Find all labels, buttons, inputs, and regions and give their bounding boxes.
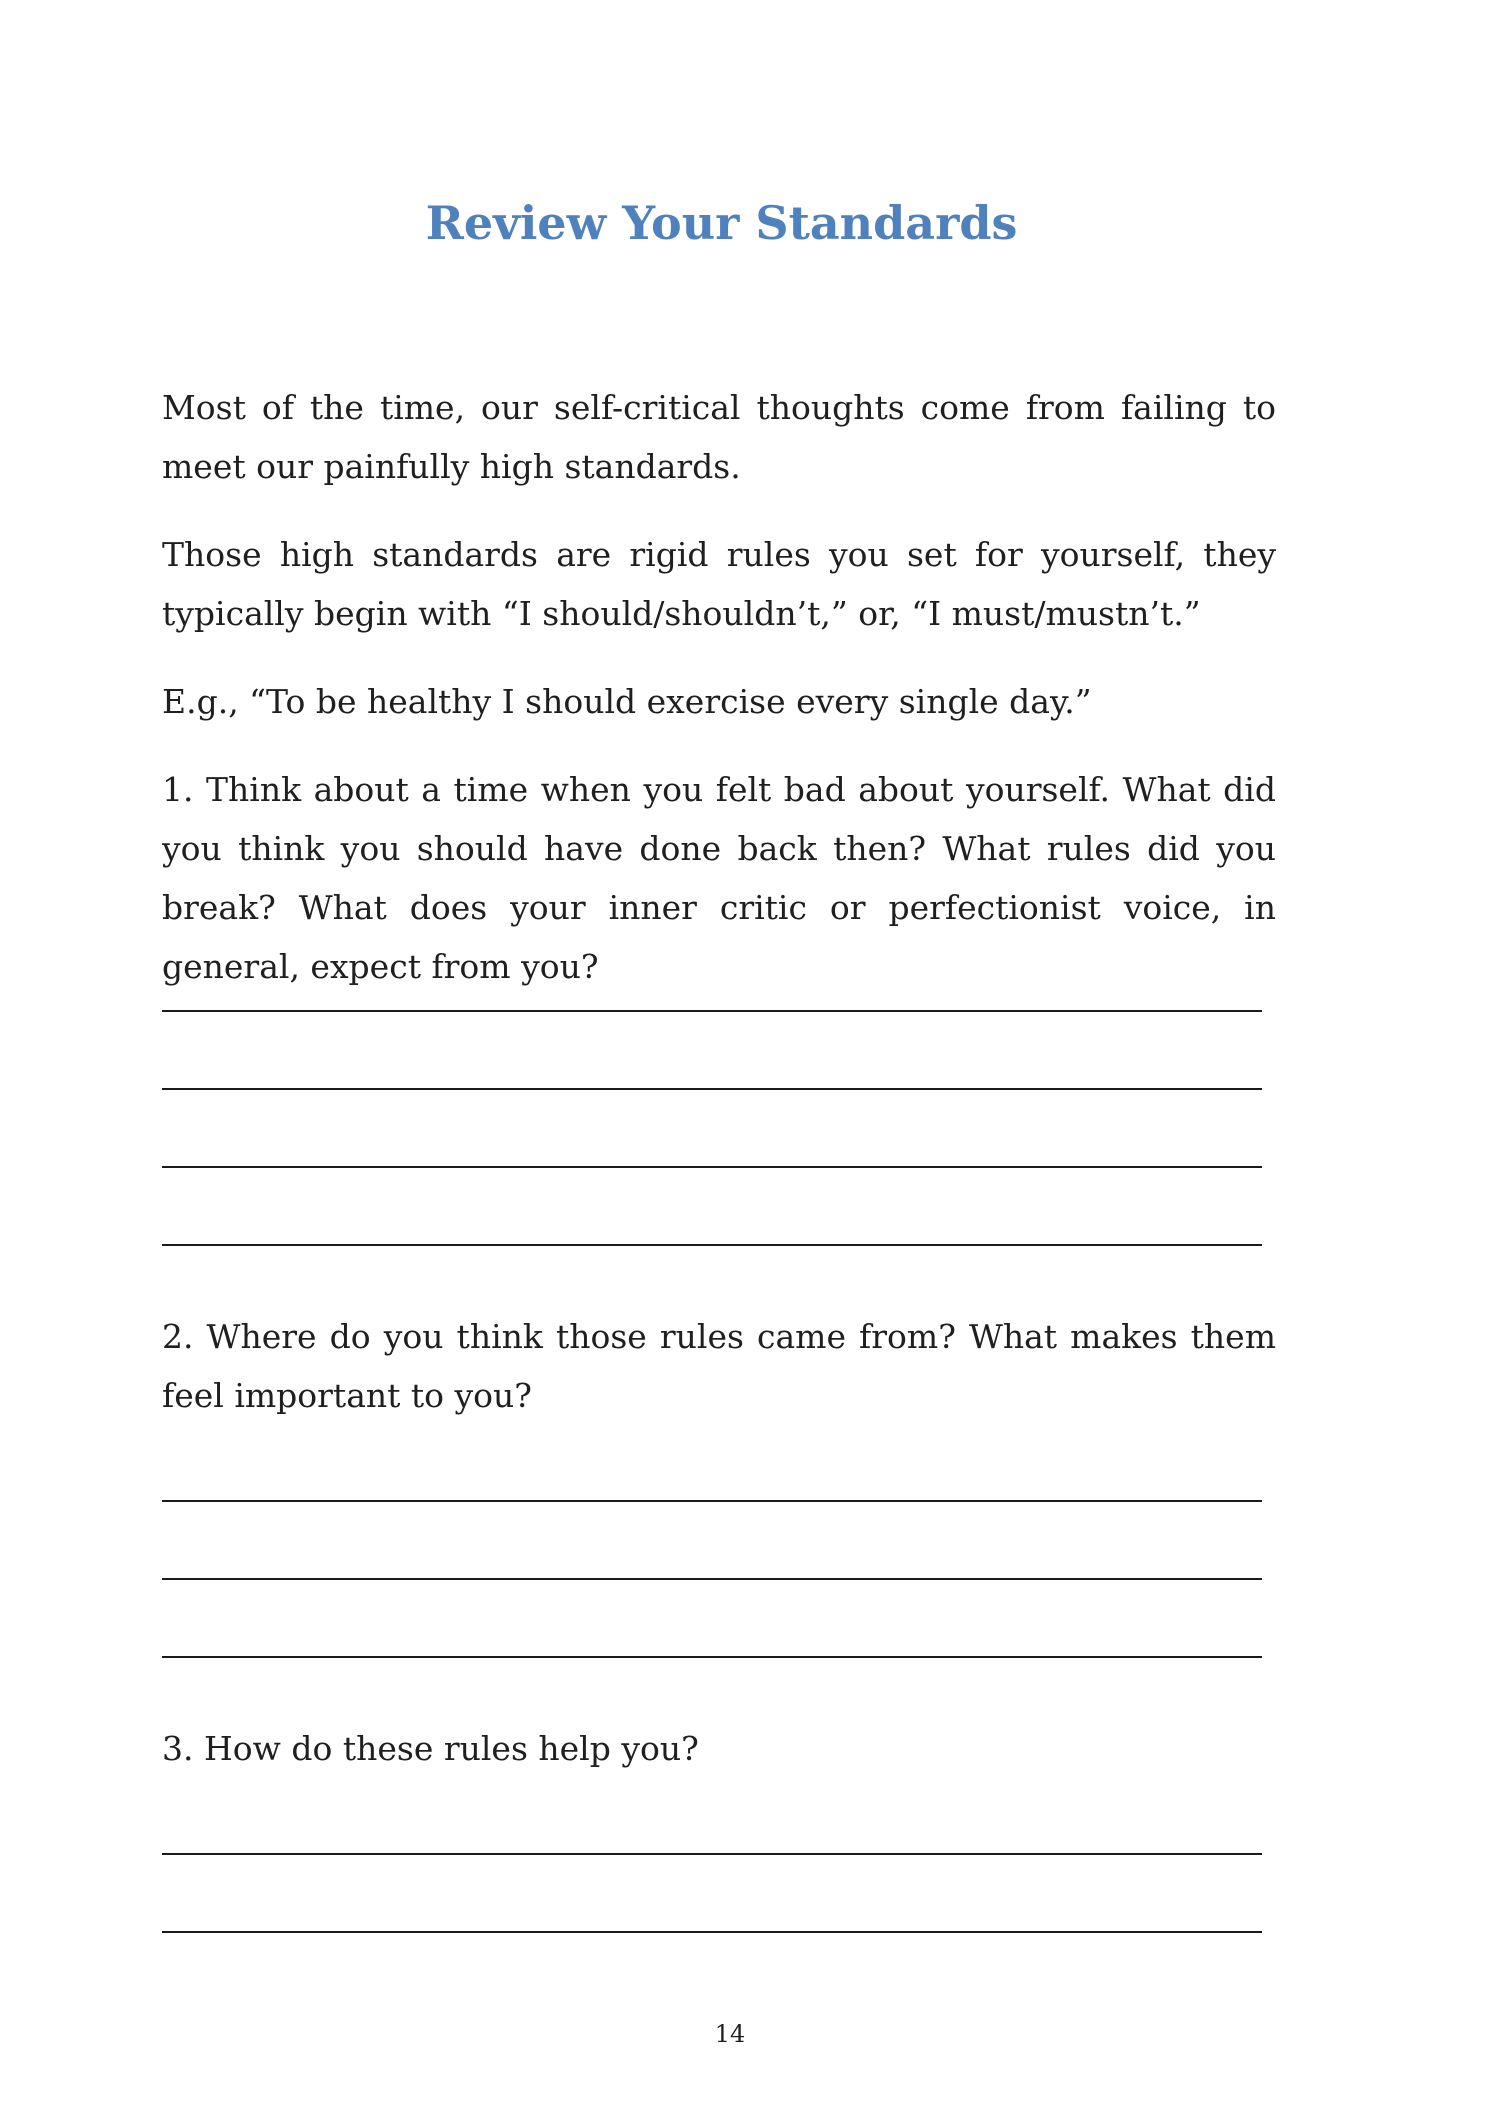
answer-line[interactable] [162,1166,1262,1168]
standards-paragraph: Those high standards are rigid rules you set for yourself, they typically begin with “I should/shouldn’t,” or, “I must/mustn’t.” [162,535,1276,633]
answer-line[interactable] [162,1010,1262,1012]
answer-line[interactable] [162,1931,1262,1933]
intro-paragraph: Most of the time, our self-critical thoughts come from failing to meet our painfully high standards. [162,388,1276,486]
question-1: 1. Think about a time when you felt bad about yourself. What did you think you should have done back then? What rules did you break? What does your inner critic or perfectionist voice, in general, expect from you? [162,770,1276,986]
answer-line[interactable] [162,1500,1262,1502]
answer-line[interactable] [162,1088,1262,1090]
page-number: 14 [714,2020,746,2048]
page-title: Review Your Standards [425,196,1018,250]
answer-line[interactable] [162,1578,1262,1580]
example-paragraph: E.g., “To be healthy I should exercise every single day.” [162,682,1092,721]
answer-line[interactable] [162,1853,1262,1855]
question-2: 2. Where do you think those rules came from? What makes them feel important to you? [162,1317,1276,1415]
answer-line[interactable] [162,1656,1262,1658]
answer-line[interactable] [162,1244,1262,1246]
question-3: 3. How do these rules help you? [162,1729,699,1768]
